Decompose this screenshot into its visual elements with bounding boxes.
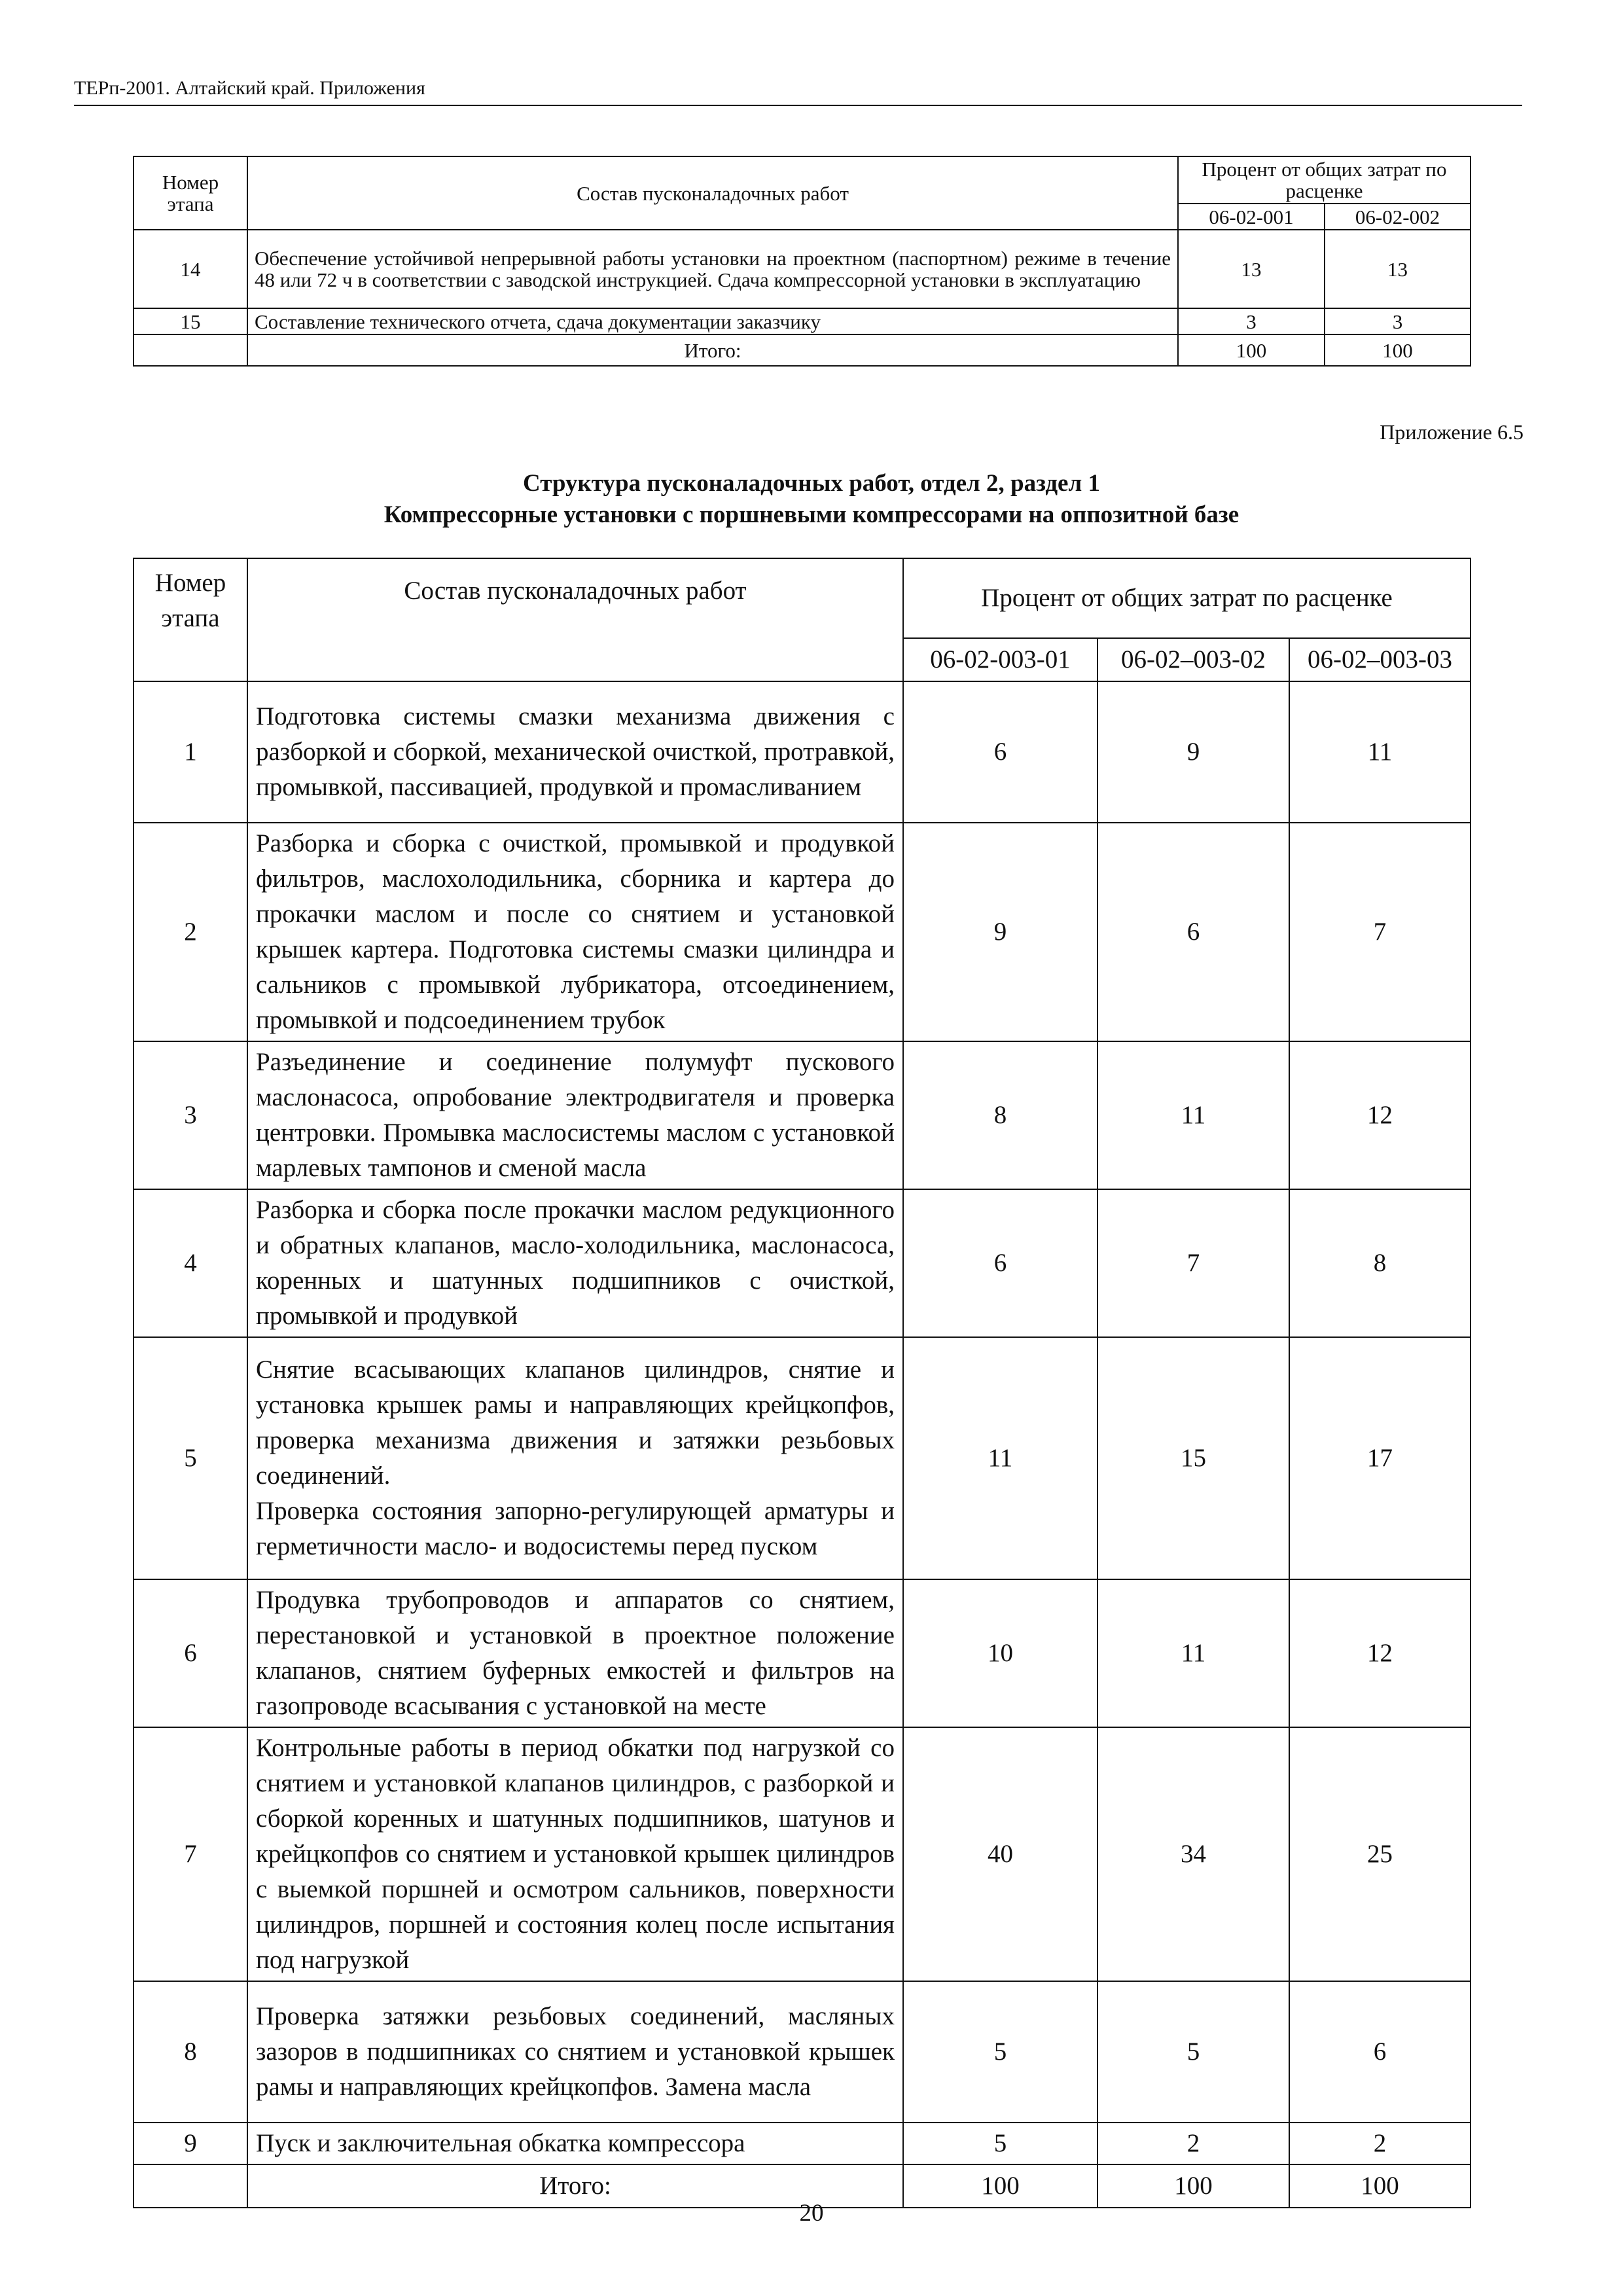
header-code: 06-02-003-01 [903, 638, 1097, 681]
page-number: 20 [799, 2200, 824, 2227]
stage-number: 7 [134, 1727, 247, 1981]
percent-value: 17 [1289, 1337, 1471, 1579]
stage-number: 2 [134, 823, 247, 1041]
header-stage-number: Номер этапа [134, 156, 247, 230]
total-row [134, 334, 1471, 366]
total-value: 100 [1289, 2164, 1471, 2208]
percent-value: 11 [1097, 1041, 1289, 1189]
percent-value: 11 [1097, 1579, 1289, 1727]
stage-number: 4 [134, 1189, 247, 1337]
percent-value: 15 [1097, 1337, 1289, 1579]
commissioning-structure-table [133, 558, 1471, 2208]
stage-number: 9 [134, 2123, 247, 2164]
table-row [134, 681, 1471, 823]
table-row [134, 1189, 1471, 1337]
header-code: 06-02-001 [1178, 204, 1325, 230]
percent-value: 3 [1178, 308, 1325, 334]
stage-number: 3 [134, 1041, 247, 1189]
work-description: Продувка трубопроводов и аппаратов со снятием, перестановкой и установкой в проектное положение клапанов, снятием буферных емкостей и фильтров на газопроводе всасывания с установкой на месте [247, 1579, 903, 1727]
appendix-label: Приложение 6.5 [1380, 420, 1524, 444]
percent-value: 6 [903, 1189, 1097, 1337]
header-code: 06-02–003-03 [1289, 638, 1471, 681]
header-stage-number: Номер этапа [134, 558, 247, 681]
table-continuation [133, 156, 1471, 367]
percent-value: 5 [903, 1981, 1097, 2123]
stage-number: 6 [134, 1579, 247, 1727]
percent-value: 40 [903, 1727, 1097, 1981]
header-code: 06-02-002 [1325, 204, 1471, 230]
header-percent: Процент от общих затрат по расценке [1178, 156, 1471, 204]
work-description-part1: Снятие всасывающих клапанов цилиндров, снятие и установка крышек рамы и направляющих крейцкопфов, проверка механизма движения и затяжки резьбовых соединений. [256, 1355, 895, 1490]
percent-value: 9 [903, 823, 1097, 1041]
work-description: Составление технического отчета, сдача документации заказчику [247, 308, 1178, 334]
stage-number: 15 [134, 308, 247, 334]
table-row [134, 1041, 1471, 1189]
stage-number: 8 [134, 1981, 247, 2123]
percent-value: 6 [903, 681, 1097, 823]
total-value: 100 [1178, 334, 1325, 366]
percent-value: 8 [1289, 1189, 1471, 1337]
percent-value: 6 [1097, 823, 1289, 1041]
table-row [134, 1981, 1471, 2123]
percent-value: 5 [903, 2123, 1097, 2164]
total-value: 100 [1325, 334, 1471, 366]
stage-number: 5 [134, 1337, 247, 1579]
percent-value: 8 [903, 1041, 1097, 1189]
percent-value: 12 [1289, 1579, 1471, 1727]
table-row [134, 1727, 1471, 1981]
stage-number: 14 [134, 230, 247, 308]
table-row [134, 230, 1471, 308]
work-description: Разъединение и соединение полумуфт пускового маслонасоса, опробование электродвигателя и проверка центровки. Промывка маслосистемы маслом с установкой марлевых тампонов и сменой масла [247, 1041, 903, 1189]
total-label: Итого: [247, 2164, 903, 2208]
percent-value: 3 [1325, 308, 1471, 334]
percent-value: 13 [1325, 230, 1471, 308]
header-percent: Процент от общих затрат по расценке [903, 558, 1471, 638]
percent-value: 2 [1097, 2123, 1289, 2164]
work-description: Разборка и сборка после прокачки маслом редукционного и обратных клапанов, масло-холодильника, маслонасоса, коренных и шатунных подшипников с очисткой, промывкой и продувкой [247, 1189, 903, 1337]
section-subtitle: Компрессорные установки с поршневыми компрессорами на оппозитной базе [383, 501, 1240, 528]
work-description: Подготовка системы смазки механизма движения с разборкой и сборкой, механической очисткой, протравкой, промывкой, пассивацией, продувкой и промасливанием [247, 681, 903, 823]
table-row [134, 1579, 1471, 1727]
percent-value: 11 [1289, 681, 1471, 823]
percent-value: 11 [903, 1337, 1097, 1579]
work-description [247, 1337, 903, 1579]
header-work-composition: Состав пусконаладочных работ [247, 558, 903, 681]
percent-value: 34 [1097, 1727, 1289, 1981]
total-value: 100 [1097, 2164, 1289, 2208]
table-row [134, 308, 1471, 334]
work-description-part2: Проверка состояния запорно-регулирующей арматуры и герметичности масло- и водосистемы перед пуском [256, 1497, 895, 1560]
percent-value: 13 [1178, 230, 1325, 308]
work-description: Проверка затяжки резьбовых соединений, масляных зазоров в подшипниках со снятием и установкой крышек рамы и направляющих крейцкопфов. Замена масла [247, 1981, 903, 2123]
header-work-composition: Состав пусконаладочных работ [247, 156, 1178, 230]
percent-value: 7 [1097, 1189, 1289, 1337]
table-row [134, 2123, 1471, 2164]
total-label: Итого: [247, 334, 1178, 366]
percent-value: 5 [1097, 1981, 1289, 2123]
percent-value: 9 [1097, 681, 1289, 823]
work-description: Пуск и заключительная обкатка компрессора [247, 2123, 903, 2164]
empty-cell [134, 334, 247, 366]
work-description: Обеспечение устойчивой непрерывной работы установки на проектном (паспортном) режиме в течение 48 или 72 ч в соответствии с заводской инструкцией. Сдача компрессорной установки в эксплуатацию [247, 230, 1178, 308]
work-description: Контрольные работы в период обкатки под нагрузкой со снятием и установкой клапанов цилиндров, с разборкой и сборкой коренных и шатунных подшипников, шатунов и крейцкопфов со снятием и установкой крышек цилиндров с выемкой поршней и осмотром сальников, поверхности цилиндров, поршней и состояния колец после испытания под нагрузкой [247, 1727, 903, 1981]
percent-value: 2 [1289, 2123, 1471, 2164]
total-value: 100 [903, 2164, 1097, 2208]
percent-value: 12 [1289, 1041, 1471, 1189]
table-row [134, 1337, 1471, 1579]
percent-value: 25 [1289, 1727, 1471, 1981]
header-divider [74, 105, 1522, 106]
header-code: 06-02–003-02 [1097, 638, 1289, 681]
percent-value: 6 [1289, 1981, 1471, 2123]
percent-value: 10 [903, 1579, 1097, 1727]
work-description: Разборка и сборка с очисткой, промывкой и продувкой фильтров, маслохолодильника, сборника и картера до прокачки маслом и после со снятием и установкой крышек картера. Подготовка системы смазки цилиндра и сальников с промывкой лубрикатора, отсоединением, промывкой и подсоединением трубок [247, 823, 903, 1041]
section-title: Структура пусконаладочных работ, отдел 2, раздел 1 [523, 470, 1100, 497]
stage-number: 1 [134, 681, 247, 823]
table-row [134, 823, 1471, 1041]
percent-value: 7 [1289, 823, 1471, 1041]
running-header: ТЕРп-2001. Алтайский край. Приложения [74, 77, 425, 99]
